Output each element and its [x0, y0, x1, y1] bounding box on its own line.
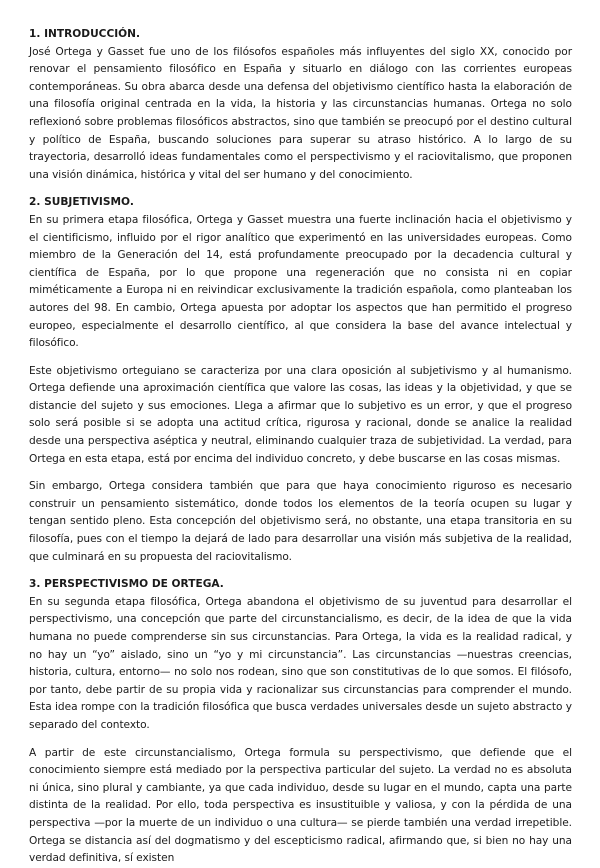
section-heading-perspectivismo: 3. PERSPECTIVISMO DE ORTEGA. [29, 578, 224, 591]
section-heading-introduccion: 1. INTRODUCCIÓN. [29, 28, 141, 40]
document-page [29, 26, 572, 868]
paragraph-spacer [29, 353, 572, 363]
paragraph: Sin embargo, Ortega considera también que para que haya conocimiento riguroso es necesario construir un pensamiento sistemático, donde todos los elementos de la teoría ocupen su lugar y tengan sentido pleno. Esta concepción del objetivismo será, no obstante, una etapa transitoria en su filosofía, pues con el tiempo la dejará de lado para desarrollar una visión más subjetiva de la realidad, que culminará en su propuesta del raciovitalismo. [29, 480, 572, 563]
section-spacer [29, 184, 572, 194]
section-heading-subjetivismo: 2. SUBJETIVISMO. [29, 196, 134, 209]
paragraph: Este objetivismo orteguiano se caracteriza por una clara oposición al subjetivismo y al humanismo. Ortega defiende una aproximación científica que valore las cosas, las ideas y la objetividad, y que se distancie del sujeto y sus emociones. Llega a afirmar que lo subjetivo es un error, y que el progreso solo será posible si se adopta una actitud crítica, rigurosa y racional, donde se analice la realidad desde una perspectiva aséptica y neutral, eliminando cualquier traza de subjetividad. La verdad, para Ortega en esta etapa, está por encima del individuo concreto, y debe buscarse en las cosas mismas. [29, 364, 572, 465]
section-spacer [29, 566, 572, 576]
paragraph: José Ortega y Gasset fue uno de los filósofos españoles más influyentes del siglo XX, conocido por renovar el pensamiento filosófico en España y situarlo en diálogo con las corrientes europeas contemporáneas. Su obra abarca desde una defensa del objetivismo científico hasta la elaboración de una filosofía original centrada en la vida, la historia y las circunstancias humanas. Ortega no solo reflexionó sobre problemas filosóficos abstractos, sino que también se preocupó por el destino cultural y político de España, buscando soluciones para superar su atraso histórico. A lo largo de su trayectoria, desarrolló ideas fundamentales como el perspectivismo y el raciovitalismo, que proponen una visión dinámica, histórica y vital del ser humano y del conocimiento. [29, 45, 572, 181]
paragraph-spacer [29, 735, 572, 745]
paragraph: En su segunda etapa filosófica, Ortega abandona el objetivismo de su juventud para desarrollar el perspectivismo, una concepción que parte del circunstancialismo, es decir, de la idea de que la vida humana no puede comprenderse sin sus circunstancias. Para Ortega, la vida es la realidad radical, y no hay un “yo” aislado, sino un “yo y mi circunstancia”. Las circunstancias —nuestras creencias, historia, cultura, entorno— no solo nos rodean, sino que son constitutivas de lo que somos. El filósofo, por tanto, debe partir de su propia vida y racionalizar sus circunstancias para comprender el mundo. Esta idea rompe con la tradición filosófica que busca verdades universales desde un sujeto abstracto y separado del contexto. [29, 595, 572, 731]
paragraph: En su primera etapa filosófica, Ortega y Gasset muestra una fuerte inclinación hacia el objetivismo y el cientificismo, influido por el rigor analítico que experimentó en las universidades europeas. Como miembro de la Generación del 14, está profundamente preocupado por la decadencia cultural y científica de España, por lo que propone una regeneración que no consista ni en copiar miméticamente a Europa ni en reivindicar exclusivamente la tradición española, como planteaban los autores del 98. En cambio, Ortega apuesta por adoptar los aspectos que han permitido el progreso europeo, especialmente el desarrollo científico, al que considera la base del avance intelectual y filosófico. [29, 213, 572, 350]
paragraph-spacer [29, 468, 572, 478]
paragraph: A partir de este circunstancialismo, Ortega formula su perspectivismo, que defiende que el conocimiento siempre está mediado por la perspectiva particular del sujeto. La verdad no es absoluta ni única, sino plural y cambiante, ya que cada individuo, desde su lugar en el mundo, capta una parte distinta de la realidad. Por ello, toda perspectiva es insustituible y valiosa, y con la pérdida de una perspectiva —por la muerte de un individuo o una cultura— se pierde también una verdad irrepetible. Ortega se distancia así del dogmatismo y del escepticismo radical, afirmando que, si bien no hay una verdad definitiva, sí existen [29, 746, 572, 865]
